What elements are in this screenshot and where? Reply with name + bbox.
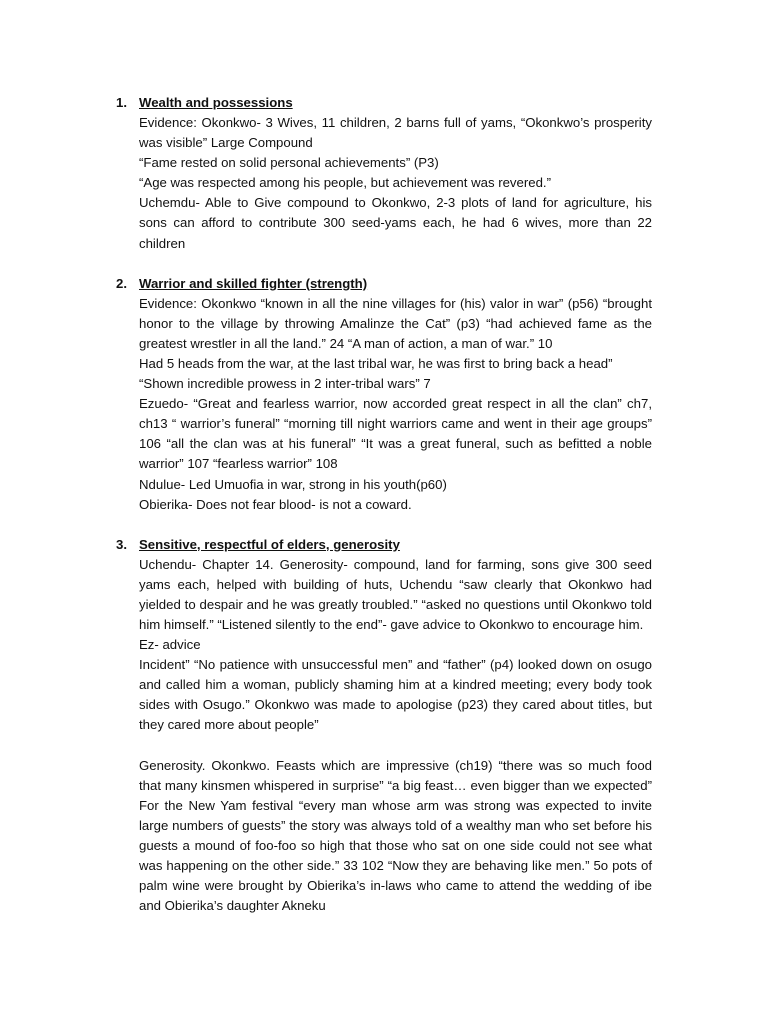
paragraph: Had 5 heads from the war, at the last tribal war, he was first to bring back a head” “Shown incredible prowess in 2 inter-tribal wars” 7 [139,355,613,392]
paragraph: Incident” “No patience with unsuccessful men” and “father” (p4) looked down on osugo and called him a woman, publicly shaming him at a kindred meeting; every body took sides with Osugo.” Okonkwo was made to apologise (p23) they cared about titles, but they cared more about people” [139,657,652,733]
list-item [116,535,652,917]
paragraph-spacer [139,736,652,756]
paragraph: Evidence: Okonkwo- 3 Wives, 11 children, 2 barns full of yams, “Okonkwo’s prosperity was visible” Large Compound [139,115,652,151]
paragraph: Ezuedo- “Great and fearless warrior, now accorded great respect in all the clan” ch7, ch13 “ warrior’s funeral” “morning till night warriors came and went in their age groups” 106 “all the clan was at his funeral” “It was a great funeral, such as befitted a noble warrior” 107 “fearless warrior” 108 [139,396,652,472]
item-number: 1. [116,95,127,110]
item-body [139,93,652,254]
section-heading: Wealth and possessions [139,95,293,110]
paragraph: Uchemdu- Able to Give compound to Okonkwo, 2-3 plots of land for agriculture, his sons can afford to contribute 300 seed-yams each, he had 6 wives, more than 22 children [139,195,652,251]
item-number: 2. [116,275,127,291]
paragraph: Uchendu- Chapter 14. Generosity- compound, land for farming, sons give 300 seed yams each, helped with building of huts, Uchendu “saw clearly that Okonkwo had yielded to despair and he was greatly troubled.” “asked no questions until Okonkwo told him himself.” “Listened silently to the end”- gave advice to Okonkwo to encourage him. [139,556,652,632]
section-heading: Warrior and skilled fighter (strength) [139,275,368,291]
paragraph: Ez- advice [139,637,201,653]
list-item [116,93,652,254]
paragraph: “Fame rested on solid personal achievements” (P3) [139,155,439,171]
numbered-list [116,93,652,936]
section-heading: Sensitive, respectful of elders, generosity [139,536,400,552]
paragraph: Evidence: Okonkwo “known in all the nine villages for (his) valor in war” (p56) “brought honor to the village by throwing Amalinze the Cat” (p3) “had achieved fame as the greatest wrestler in all the land.” 24 “A man of action, a man of war.” 10 [139,295,652,351]
item-body [139,535,652,917]
paragraph: Ndulue- Led Umuofia in war, strong in his youth(p60) [139,476,447,492]
paragraph: “Age was respected among his people, but achievement was revered.” [139,175,551,191]
item-number: 3. [116,536,127,552]
paragraph: Generosity. Okonkwo. Feasts which are impressive (ch19) “there was so much food that many kinsmen whispered in surprise” “a big feast… even bigger than we expected” For the New Yam festival “every man whose arm was strong was expected to invite large numbers of guests” the story was always told of a wealthy man who set before his guests a mound of foo-foo so high that those who sat on one side could not see what was happening on the other side.” 33 102 “Now they are behaving like men.” 5o pots of palm wine were brought by Obierika’s in-laws who came to attend the wedding of ibe and Obierika’s daughter Akneku [139,757,652,914]
item-body [139,274,652,515]
paragraph: Obierika- Does not fear blood- is not a coward. [139,496,412,512]
list-item [116,274,652,515]
